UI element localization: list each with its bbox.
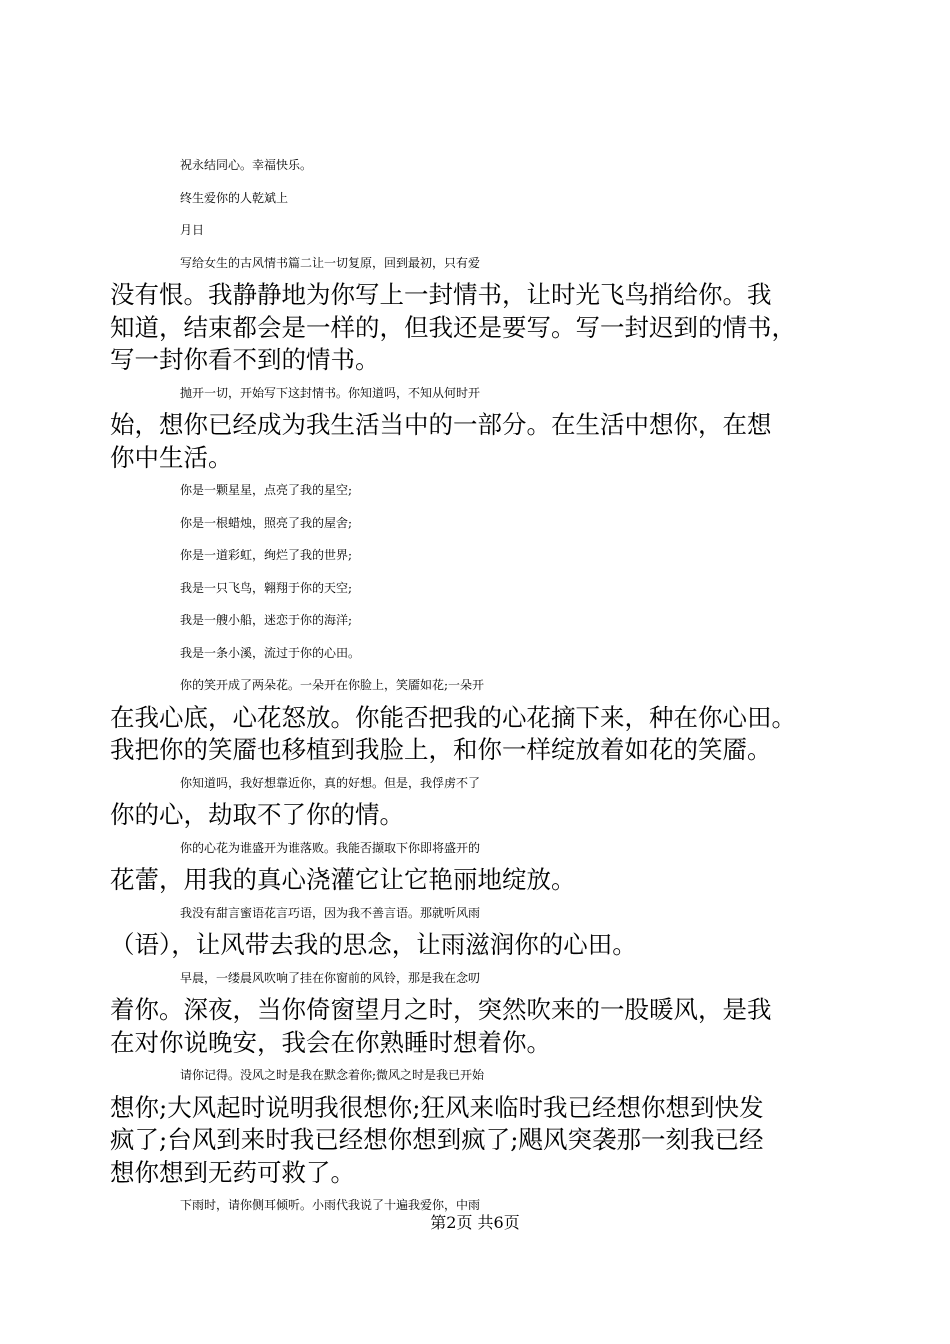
text-line: 始，想你已经成为我生活当中的一部分。在生活中想你，在想 xyxy=(110,410,772,439)
text-line: 你的心花为谁盛开为谁落败。我能否撷取下你即将盛开的 xyxy=(180,840,481,855)
text-line: 祝永结同心。幸福快乐。 xyxy=(180,158,313,172)
text-line: 想你;大风起时说明我很想你;狂风来临时我已经想你想到快发 xyxy=(110,1092,764,1122)
text-line: 你的笑开成了两朵花。一朵开在你脸上，笑靥如花;一朵开 xyxy=(180,678,485,692)
text-line: 抛开一切，开始写下这封情书。你知道吗，不知从何时开 xyxy=(180,385,481,400)
text-line: 请你记得。没风之时是我在默念着你;微风之时是我已开始 xyxy=(180,1068,485,1082)
text-line: 我是一条小溪，流过于你的心田。 xyxy=(180,645,361,660)
text-line: 我没有甜言蜜语花言巧语，因为我不善言语。那就听风雨 xyxy=(180,905,481,920)
text-line: 月日 xyxy=(180,223,205,237)
text-line: 我把你的笑靥也移植到我脸上，和你一样绽放着如花的笑靥。 xyxy=(110,735,772,764)
text-line: 你知道吗，我好想靠近你，真的好想。但是，我俘虏不了 xyxy=(180,775,481,790)
text-line: 你是一颗星星，点亮了我的星空; xyxy=(180,483,353,497)
text-line: 我是一只飞鸟，翱翔于你的天空; xyxy=(180,580,353,595)
text-line: 在对你说晚安，我会在你熟睡时想着你。 xyxy=(110,1027,551,1057)
text-line: 疯了;台风到来时我已经想你想到疯了;飓风突袭那一刻我已经 xyxy=(110,1125,764,1154)
text-line: 知道，结束都会是一样的，但我还是要写。写一封迟到的情书， xyxy=(110,312,796,342)
text-line: 你是一根蜡烛，照亮了我的屋舍; xyxy=(180,515,353,530)
text-line: 你的心，劫取不了你的情。 xyxy=(110,800,404,829)
text-line: 写给女生的古风情书篇二让一切复原，回到最初，只有爱 xyxy=(180,255,481,270)
text-line: 没有恨。我静静地为你写上一封情书，让时光飞鸟捎给你。我 xyxy=(110,280,772,309)
text-line: 写一封你看不到的情书。 xyxy=(110,345,380,374)
text-line: 你是一道彩虹，绚烂了我的世界; xyxy=(180,548,353,562)
text-line: （语），让风带去我的思念，让雨滋润你的心田。 xyxy=(110,930,637,959)
text-line: 着你。深夜，当你倚窗望月之时，突然吹来的一股暖风，是我 xyxy=(110,995,772,1024)
text-line: 花蕾，用我的真心浇灌它让它艳丽地绽放。 xyxy=(110,865,576,894)
text-line: 早晨，一缕晨风吹响了挂在你窗前的风铃，那是我在念叨 xyxy=(180,970,481,985)
text-line: 我是一艘小船，迷恋于你的海洋; xyxy=(180,613,353,627)
text-line: 终生爱你的人乾斌上 xyxy=(180,190,289,205)
page-footer: 第2页 共6页 xyxy=(430,1213,520,1232)
text-line: 下雨时，请你侧耳倾听。小雨代我说了十遍我爱你，中雨 xyxy=(180,1198,481,1212)
text-line: 在我心底，心花怒放。你能否把我的心花摘下来，种在你心田。 xyxy=(110,702,796,732)
text-line: 想你想到无药可救了。 xyxy=(110,1157,355,1187)
text-line: 你中生活。 xyxy=(110,442,233,472)
document-body xyxy=(110,149,830,1222)
